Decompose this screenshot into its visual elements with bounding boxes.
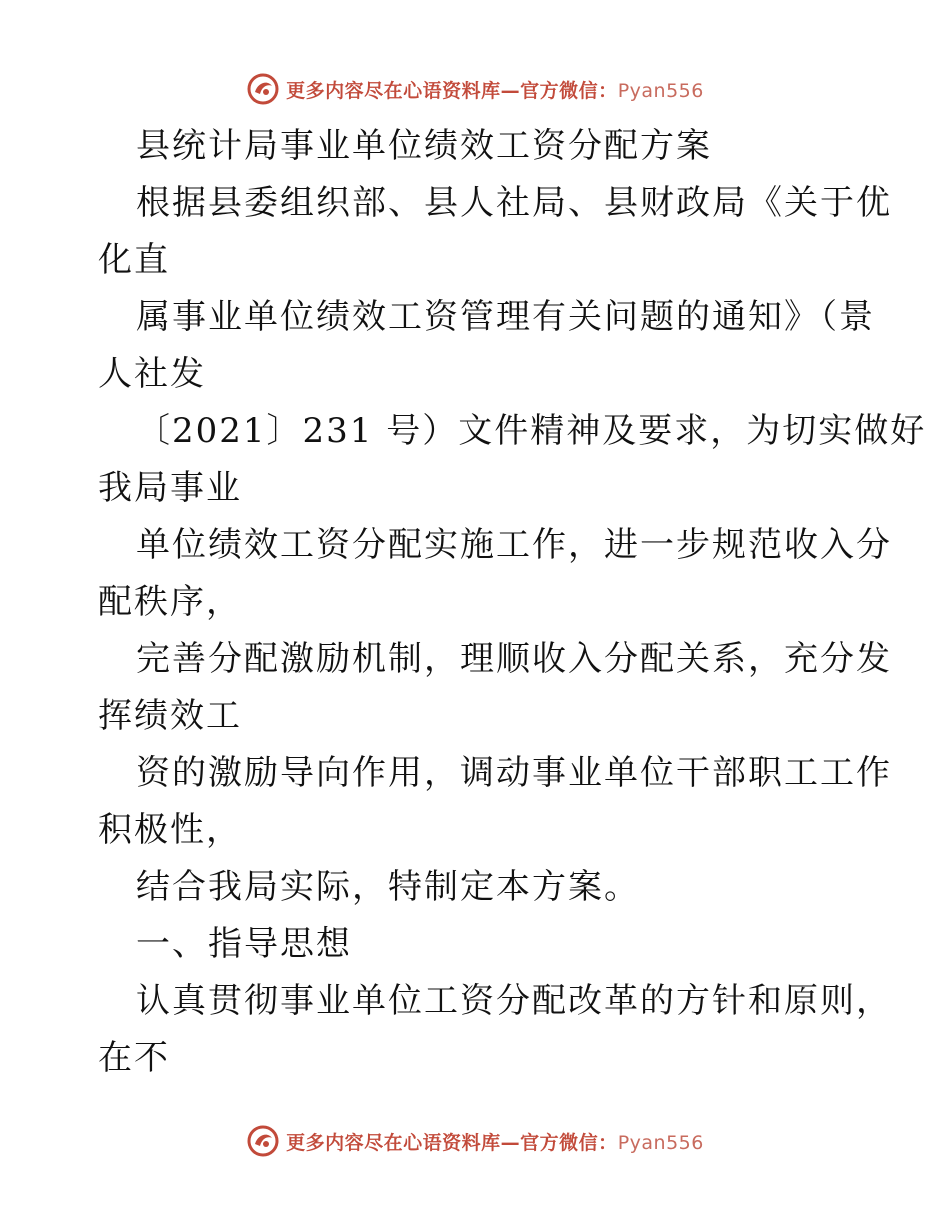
paragraph-line: 我局事业	[98, 468, 242, 508]
watermark-dash: —	[500, 79, 521, 102]
paragraph-line: 认真贯彻事业单位工资分配改革的方针和原则，	[136, 981, 892, 1021]
paragraph-line: 积极性，	[98, 810, 242, 850]
header-watermark	[0, 72, 950, 106]
watermark-text	[286, 76, 704, 103]
logo-swirl-icon	[246, 1124, 280, 1158]
watermark-contact-text: 官方微信：	[520, 1131, 618, 1154]
watermark-dash: —	[500, 1131, 521, 1154]
watermark-text	[286, 1128, 704, 1155]
paragraph-line: 单位绩效工资分配实施工作，进一步规范收入分	[136, 525, 892, 565]
paragraph-line: 资的激励导向作用，调动事业单位干部职工工作	[136, 753, 892, 793]
paragraph-line: 在不	[98, 1038, 170, 1078]
paragraph-line: 完善分配激励机制，理顺收入分配关系，充分发	[136, 639, 892, 679]
paragraph-line: 〔2021〕231 号）文件精神及要求，为切实做好	[136, 411, 927, 451]
paragraph-line: 化直	[98, 240, 170, 280]
paragraph-line: 挥绩效工	[98, 696, 242, 736]
watermark-contact-id: Pyan556	[617, 1131, 704, 1154]
watermark-contact-id: Pyan556	[617, 79, 704, 102]
watermark-contact-text: 官方微信：	[520, 79, 618, 102]
watermark-main-text: 更多内容尽在心语资料库	[286, 1131, 501, 1154]
paragraph-line: 属事业单位绩效工资管理有关问题的通知》（景	[136, 297, 875, 337]
footer-watermark	[0, 1124, 950, 1158]
paragraph-line: 配秩序，	[98, 582, 242, 622]
paragraph-line: 根据县委组织部、县人社局、县财政局《关于优	[136, 183, 892, 223]
paragraph-line: 人社发	[98, 354, 206, 394]
document-body	[98, 118, 927, 1087]
watermark-main-text: 更多内容尽在心语资料库	[286, 79, 501, 102]
paragraph-line: 结合我局实际，特制定本方案。	[136, 867, 640, 907]
document-title: 县统计局事业单位绩效工资分配方案	[136, 126, 712, 166]
logo-swirl-icon	[246, 72, 280, 106]
section-heading: 一、指导思想	[136, 924, 352, 964]
